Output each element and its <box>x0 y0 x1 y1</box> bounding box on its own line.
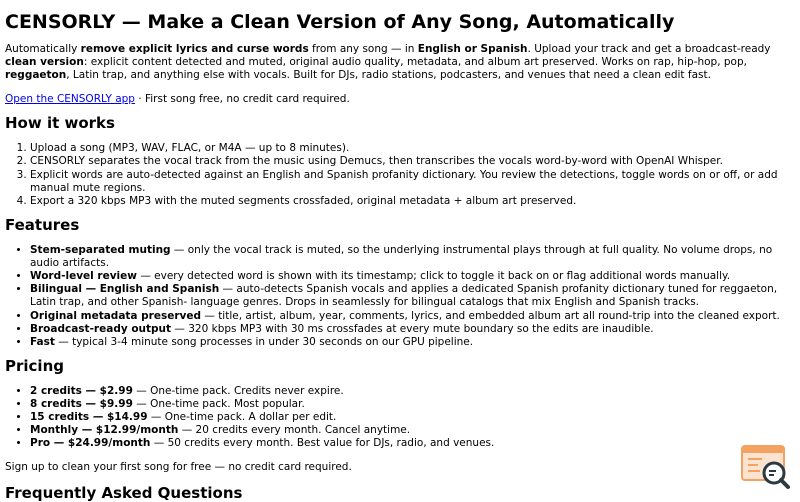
feature-name: Bilingual — English and Spanish <box>30 283 220 296</box>
feature-item <box>30 310 795 323</box>
how-step: 3. Explicit words are auto-detected against an English and Spanish profanity dictionary. You review the detections, toggle words on or off, or add manual mute regions. <box>30 169 795 195</box>
feature-desc: — 320 kbps MP3 with 30 ms crossfades at every mute boundary so the edits are inaudible. <box>171 322 654 335</box>
how-it-works-heading: How it works <box>5 114 115 133</box>
feature-desc: — title, artist, album, year, comments, lyrics, and embedded album art all round-trip into the cleaned export. <box>201 309 780 322</box>
pricing-heading: Pricing <box>5 356 64 375</box>
intro-emphasis: reggaeton <box>5 69 67 82</box>
pricing-item <box>30 398 795 411</box>
intro-text: Automatically <box>5 42 81 55</box>
pricing-name: Monthly — $12.99/month <box>30 424 179 437</box>
feature-desc: — typical 3-4 minute song processes in under 30 seconds on our GPU pipeline. <box>54 335 474 348</box>
signup-text: Sign up to clean your first song for free — no credit card required. <box>5 460 352 473</box>
faq-heading: Frequently Asked Questions <box>5 483 243 502</box>
intro-emphasis: English or Spanish <box>417 42 528 55</box>
feature-name: Fast <box>30 335 55 348</box>
pricing-desc: — 50 credits every month. Best value for DJs, radio, and venues. <box>150 437 495 450</box>
how-step: 2. CENSORLY separates the vocal track from the music using Demucs, then transcribes the vocals word-by-word with OpenAI Whisper. <box>30 155 795 168</box>
feature-name: Word-level review <box>30 270 137 283</box>
feature-item <box>30 270 795 283</box>
how-step: 1. Upload a song (MP3, WAV, FLAC, or M4A — up to 8 minutes). <box>30 142 795 155</box>
feature-desc: — every detected word is shown with its timestamp; click to toggle it back on or flag additional words manually. <box>136 270 731 283</box>
feature-item <box>30 323 795 336</box>
intro-emphasis: remove explicit lyrics and curse words <box>80 42 309 55</box>
page-content <box>5 0 795 502</box>
chat-search-icon[interactable] <box>740 444 792 490</box>
feature-name: Original metadata preserved <box>30 309 202 322</box>
cta-line <box>5 93 795 106</box>
open-app-link[interactable]: Open the CENSORLY app <box>5 93 135 106</box>
feature-name: Broadcast-ready output <box>30 322 172 335</box>
how-step: 4. Export a 320 kbps MP3 with the muted segments crossfaded, original metadata + album art preserved. <box>30 195 795 208</box>
pricing-list <box>5 385 795 451</box>
pricing-item <box>30 437 795 450</box>
feature-name: Stem-separated muting <box>30 243 171 256</box>
intro-text: from any song — in <box>308 42 418 55</box>
pricing-name: Pro — $24.99/month <box>30 437 151 450</box>
cta-note: · First song free, no credit card required. <box>134 93 350 106</box>
how-it-works-steps <box>5 142 795 208</box>
pricing-item <box>30 424 795 437</box>
feature-item <box>30 244 795 270</box>
feature-item <box>30 283 795 309</box>
pricing-name: 2 credits — $2.99 <box>30 384 133 397</box>
pricing-name: 8 credits — $9.99 <box>30 398 133 411</box>
pricing-desc: — One-time pack. A dollar per edit. <box>147 411 337 424</box>
intro-emphasis: clean version <box>5 55 84 68</box>
pricing-item <box>30 411 795 424</box>
feature-item <box>30 336 795 349</box>
intro-text: : explicit content detected and muted, original audio quality, metadata, and album art preserved. Works on rap, hip-hop, pop, <box>83 55 747 68</box>
pricing-desc: — One-time pack. Most popular. <box>132 398 305 411</box>
features-list <box>5 244 795 349</box>
pricing-desc: — One-time pack. Credits never expire. <box>132 384 344 397</box>
page-title: CENSORLY — Make a Clean Version of Any Song, Automatically <box>5 11 675 33</box>
intro-paragraph <box>5 43 795 82</box>
pricing-desc: — 20 credits every month. Cancel anytime. <box>178 424 411 437</box>
feature-desc: — only the vocal track is muted, so the underlying instrumental plays through at full quality. No volume drops, no audio artifacts. <box>30 243 773 270</box>
chat-search-widget[interactable] <box>740 444 792 490</box>
intro-text: . Upload your track and get a broadcast-ready <box>527 42 771 55</box>
pricing-item <box>30 385 795 398</box>
intro-text: , Latin trap, and anything else with vocals. Built for DJs, radio stations, podcasters, and venues that need a clean edit fast. <box>66 69 711 82</box>
feature-desc: — auto-detects Spanish vocals and applies a dedicated Spanish profanity dictionary tuned for reggaeton, Latin trap, and other Spanish- language genres. Drops in seamlessly for bilingual catalogs that mix English and Spanish tracks. <box>30 283 778 309</box>
pricing-name: 15 credits — $14.99 <box>30 411 148 424</box>
features-heading: Features <box>5 215 80 234</box>
